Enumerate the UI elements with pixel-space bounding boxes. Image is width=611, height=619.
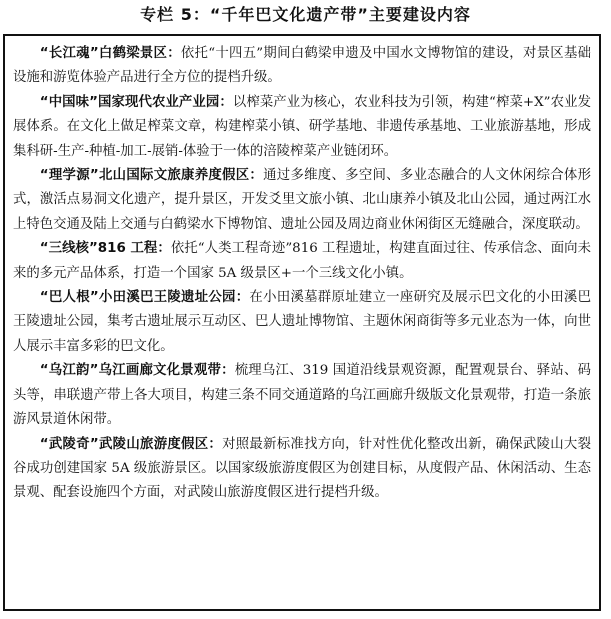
item-heading: “中国味”国家现代农业产业园： [39,94,233,110]
item-baren-gen [13,286,591,359]
item-body: 依托“人类工程奇迹”816 工程遗址，构建直面过往、传承信念、面向未来的多元产品体系，打造一个国家 5A 级景区+一个三线文化小镇。 [13,241,591,281]
item-body: 梳理乌江、319 国道沿线景观资源，配置观景台、驿站、码头等，串联遗产带上各大项目，构建三条不同交通道路的乌江画廊升级版文化景观带，打造一条旅游风景道休闲带。 [13,363,591,428]
item-heading: “乌江韵”乌江画廊文化景观带： [39,363,235,379]
item-heading: “巴人根”小田溪巴王陵遗址公园： [39,290,250,306]
item-sanxian-he [13,237,591,286]
item-heading: “武陵奇”武陵山旅游度假区： [39,436,223,452]
item-heading: “三线核”816 工程： [39,241,171,257]
item-wujiang-yun [13,359,591,432]
content-box [3,34,601,611]
item-body: 以榨菜产业为核心，农业科技为引领，构建“榨菜+X”农业发展体系。在文化上做足榨菜文章，构建榨菜小镇、研学基地、非遗传承基地、工业旅游基地，形成集科研-生产-种植-加工-展销-体验于一体的涪陵榨菜产业链闭环。 [13,94,591,159]
item-body: 依托“十四五”期间白鹤梁申遗及中国水文博物馆的建设，对景区基础设施和游览体验产品进行全方位的提档升级。 [13,46,591,86]
item-zhongguo-wei [13,91,591,164]
item-body: 对照最新标准找方向，针对性优化整改出新，确保武陵山大裂谷成功创建国家 5A 级旅游景区。以国家级旅游度假区为创建目标，从度假产品、休闲活动、生态景观、配套设施四个方面，对武陵山旅游度假区进行提档升级。 [13,436,591,501]
item-heading: “理学源”北山国际文旅康养度假区： [39,168,264,184]
item-body: 在小田溪墓群原址建立一座研究及展示巴文化的小田溪巴王陵遗址公园，集考古遗址展示互动区、巴人遗址博物馆、主题休闲商街等多元业态为一体，向世人展示丰富多彩的巴文化。 [13,290,592,354]
item-wuling-qi [13,433,591,506]
item-lixue-yuan [13,164,591,237]
item-heading: “长江魂”白鹤梁景区： [39,46,181,61]
item-changjiang-hun [13,42,591,91]
item-body: 通过多维度、多空间、多业态融合的人文休闲综合体形式，激活点易洞文化遗产，提升景区，开发爻里文旅小镇、北山康养小镇及北山公园，通过两江水上特色交通及陆上交通与白鹤梁水下博物馆、遗址公园及周边商业休闲街区无缝融合，深度联动。 [13,168,591,232]
page-title: 专栏 5：“千年巴文化遗产带”主要建设内容 [140,5,471,24]
